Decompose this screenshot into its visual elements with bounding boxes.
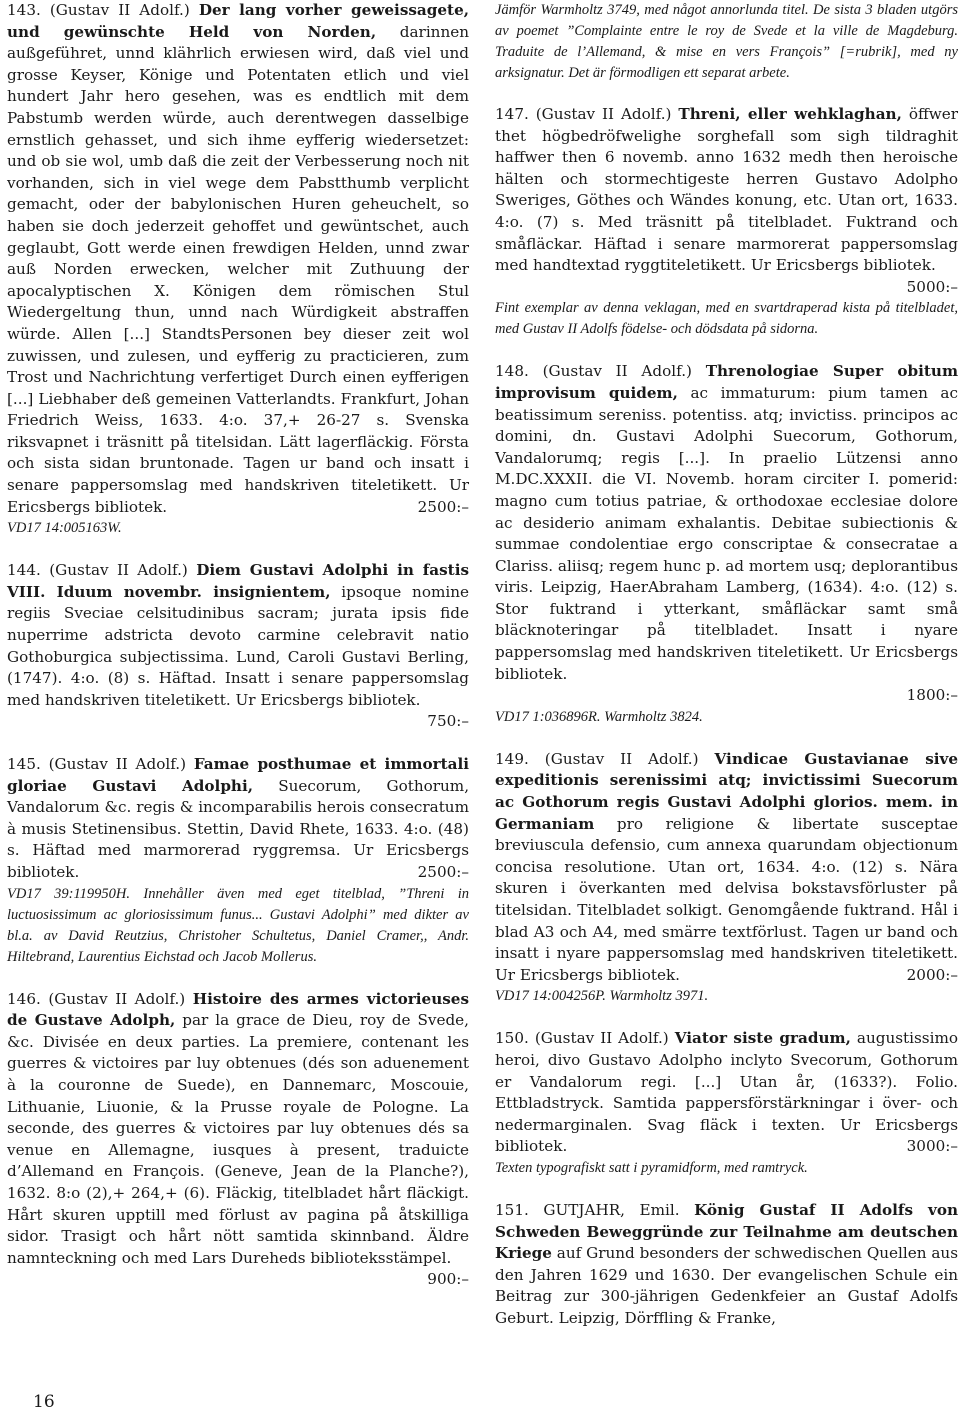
entry-title: König Gustaf II Adolfs von Schweden Beweggründe zur Teilnahme am deutschen Kriege (495, 1200, 959, 1263)
entry-151 (495, 1200, 958, 1330)
entry-number: 144. (7, 561, 41, 580)
entry-number: 148. (495, 362, 529, 381)
entry-author: (Gustav II Adolf.) (48, 989, 186, 1008)
entry-text (495, 1200, 958, 1330)
entry-title: Threni, eller wehklaghan, (678, 105, 902, 123)
entry-author: (Gustav II Adolf.) (544, 749, 699, 768)
entry-title: Viator siste gradum, (674, 1029, 851, 1048)
entry-title: Vindicae Gustavianae sive expeditionis serenissimi atq; invictissimi Suecorum ac Gothorum regis Gustavi Adolphi glorios. mem. in Germaniam (495, 749, 959, 833)
entry-text (495, 361, 958, 685)
entry-author: (Gustav II Adolf.) (542, 362, 692, 381)
entry-text (495, 749, 958, 987)
entry-body: Suecorum, Gothorum, Vandalorum &c. regis & incomparabilis herois consecratum à musis Stetinensibus. Stettin, David Rhete, 1633. 4:o. (48) s. Häftad med marmorerad ryggremsa. Ur Ericsbergs bibliotek. (7, 776, 470, 881)
entry-title: Diem Gustavi Adolphi in fastis VIII. Iduum novembr. insignientem, (7, 561, 470, 601)
right-column (495, 0, 958, 1351)
entry-number: 149. (495, 749, 529, 768)
entry-number: 150. (495, 1029, 529, 1048)
entry-reference: VD17 1:036896R. Warmholtz 3824. (495, 708, 703, 725)
entry-price: 900:– (427, 1270, 469, 1289)
entry-body: augustissimo heroi, divo Gustavo Adolpho inclyto Svecorum, Gothorum er Vandalorum regi. [...] Utan år, (1633?). Folio. Ettbladstryck. Samtida pappersförstärkningar i över- och nedermarginalen. Svag fläck i texten. Ur Ericsbergs bibliotek. (495, 1029, 959, 1156)
entry-author: (Gustav II Adolf.) (48, 755, 187, 773)
entry-number: 143. (7, 1, 41, 19)
page-number: 16 (33, 1392, 55, 1412)
entry-148 (495, 361, 958, 728)
entry-title: Histoire des armes victorieuses de Gustave Adolph, (7, 989, 470, 1030)
entry-text (7, 0, 469, 518)
entry-title: Famae posthumae et immortali gloriae Gustavi Adolphi, (7, 755, 469, 795)
entry-author: (Gustav II Adolf.) (49, 1, 190, 19)
entry-145 (7, 754, 469, 968)
entry-title: Threnologiae Super obitum improvisum quidem, (495, 362, 959, 402)
entry-number: 145. (7, 755, 41, 773)
continued-note: Jämför Warmholtz 3749, med något annorlunda titel. De sista 3 bladen utgörs av poemet ”Complainte entre le roy de Svede et la ville de Magdeburg. Traduite de l’Allemand, & mise en vers François” [=rubrik], med ny arksignatur. Det är förmodligen ett separat arbete. (495, 2, 958, 81)
entry-body: darinnen außgeführet, unnd klährlich erwiesen wird, daß viel und grosse Keyser, Könige und Potentaten etlich und viel hundert Jahr hero gesehen, was es endtlich mit dem Pabstumb werden würde, auch derentwegen dasselbige ernstlich gehasset, und sich ihme eyfferig wiedersetzet: und ob sie wol, umb daß die zeit der Verbesserung noch nit vorhanden, sich in viel wege dem Pabstthumb verplicht gemacht, oder der babylonischen Huren geheuchelt, so haben sie doch jederzeit gehoffet und gewüntschet, auch geglaubt, Gott werde einen frewdigen Helden, unnd zwar auß Norden erwecken, welcher mit Zuthuung der apocalyptischen X. Königen dem römischen Stul Wiedergeltung thun, unnd nach Würdigkeit abstraffen würde. Allen [...] StandtsPersonen bey dieser zeit wol zuwissen, und zulesen, und eyfferig zu practicieren, zum Trost und Nachrichtung verfertiget Durch einen eyfferigen [...] Liebhaber deß gemeinen Vatterlandts. Frankfurt, Johan Friedrich Weiss, 1633. 4:o. 37,+ 26-27 s. Svenska riksvapnet i träsnitt på titelsidan. Lätt lagerfläckig. Första och sista sidan bruntonade. Tagen ur band och insatt i senare pappersomslag med handskriven titeletikett. Ur Ericsbergs bibliotek. (7, 22, 470, 516)
entry-reference: VD17 14:005163W. (7, 520, 122, 537)
entry-price: 750:– (427, 712, 469, 731)
entry-143 (7, 0, 469, 539)
entry-number: 147. (495, 105, 529, 123)
entry-body: par la grace de Dieu, roy de Svede, &c. Divisée en deux parties. La premiere, contenant les guerres & victoires par luy obtenues (dés son aduenement à la couronne de Suede), en Dannemarc, Moscouie, Lithuanie, Liuonie, & la Prusse royale de Pologne. La seconde, des guerres & victoires par luy obtenues dés sa venue en Allemagne, iusques à present, traduicte d’Allemand en François. (Geneve, Jean de la Planche?), 1632. 8:o (2),+ 264,+ (6). Fläckig, titelbladet hårt fläckigt. Hårt skuren upptill med förlust av pagina på åtskilliga sidor. Trasigt och hårt nött samtida skinnband. Äldre namnteckning och med Lars Dureheds biblioteksstämpel. (7, 1011, 469, 1267)
entry-number: 151. (495, 1200, 529, 1219)
entry-reference: VD17 14:004256P. Warmholtz 3971. (495, 988, 709, 1005)
entry-reference: Fint exemplar av denna veklagan, med en svartdraperad kista på titelbladet, med Gustav II Adolfs födelse- och dödsdata på sidorna. (495, 300, 958, 338)
entry-147 (495, 104, 958, 340)
entry-reference: VD17 39:119950H. Innehåller även med eget titelblad, ”Threni in luctuosissimum ac gloriosissimum funus... Gustavi Adolphi” med dikter av bl.a. av David Reutzius, Christoher Schultetus, Daniel Cramer,, Andr. Hiltebrand, Laurentius Eichstad och Jacob Mollerus. (7, 885, 469, 965)
entry-body: öffwer thet högbedröfwelighe sorghefall som sigh tildraghit haffwer then 6 novemb. anno 1632 medh then heroische hälten och stormechtigeste herren Gustavo Adolpho Sweriges, Göthes och Wändes konung, etc. Utan ort, 1633. 4:o. (7) s. Med träsnitt på titelbladet. Fuktrand och småfläckar. Häftad i senare marmorerat pappersomslag med handtextad ryggtiteletikett. Ur Ericsbergs bibliotek. (495, 105, 958, 275)
entry-144 (7, 560, 469, 733)
entry-author: (Gustav II Adolf.) (535, 105, 672, 123)
entry-price: 2000:– (906, 965, 958, 984)
entry-body: ac immaturum: pium tamen ac beatissimum sereniss. potentiss. atq; invictiss. principos ac domini, dn. Gustavi Adolphi Suecorum, Gothorum, Vandalorumq; regis [...]. In praelio Lützensi anno M.DC.XXXII. die VI. Novemb. horam circiter I. pomerid: magno cum totius patriae, & orthodoxae ecclesiae dolore ac desiderio animam exhalantis. Debitae subiectionis & summae condolentiae ergo conscriptae & consecratae a Clariss. aliisq; regem hunc p. ad mortem usq; deplorantibus viris. Leipzig, HaerAbraham Lamberg, (1634). 4:o. (12) s. Stor fuktrand i ytterkant, småfläckar samt små bläcknoteringar på titelbladet. Insatt i nyare pappersomslag med handskriven titeletikett. Ur Ericsbergs bibliotek. (495, 383, 958, 683)
left-column (7, 0, 469, 1291)
entry-146 (7, 989, 470, 1289)
entry-text (7, 754, 469, 884)
entry-reference: Texten typografiskt satt i pyramidform, med ramtryck. (495, 1159, 808, 1176)
entry-body: auf Grund besonders der schwedischen Quellen aus den Jahren 1629 und 1630. Der evangelischen Schule ein Beitrag zur 300-jährigen Gedenkfeier an Gustaf Adolfs Geburt. Leipzig, Dörffling & Franke, (495, 1244, 958, 1327)
entry-price: 3000:– (906, 1137, 958, 1156)
entry-price: 5000:– (906, 277, 958, 296)
entry-149 (495, 749, 958, 1008)
entry-price: 2500:– (417, 862, 469, 881)
entry-text (7, 560, 469, 711)
entry-author: (Gustav II Adolf.) (534, 1029, 669, 1048)
entry-body: ipsoque nomine regiis Sveciae celsitudinibus sacram; jurata ipsis fide nuperrime adstricta devoto carmine celebravit natio Gothoburgica subjectissima. Lund, Caroli Gustavi Berling, (1747). 4:o. (8) s. Häftad. Insatt i senare pappersomslag med handskriven titeletikett. Ur Ericsbergs bibliotek. (7, 582, 470, 709)
entry-150 (495, 1028, 958, 1179)
entry-text (495, 104, 958, 277)
entry-text (7, 989, 470, 1289)
entry-author: (Gustav II Adolf.) (49, 561, 188, 580)
entry-text (495, 1028, 958, 1158)
entry-price: 2500:– (417, 497, 469, 516)
entry-title: Der lang vorher geweissagete, und gewünschte Held von Norden, (7, 1, 470, 41)
entry-body: pro religione & libertate susceptae breviuscula defensio, cum annexa quarundam objectionum concisa resolutione. Utan ort, 1634. 4:o. (12) s. Nära skuren i överkanten med delvisa bokstavsförluster på titelsidan. Titelbladet solkigt. Genomgående fuktrand. Hål i blad A3 och A4, med smärre textförlust. Tagen ur band och insatt i nyare pappersomslag med handskriven titeletikett. Ur Ericsbergs bibliotek. (495, 814, 958, 984)
entry-author: GUTJAHR, Emil. (543, 1200, 680, 1219)
entry-price: 1800:– (906, 686, 958, 705)
entry-number: 146. (7, 989, 41, 1008)
